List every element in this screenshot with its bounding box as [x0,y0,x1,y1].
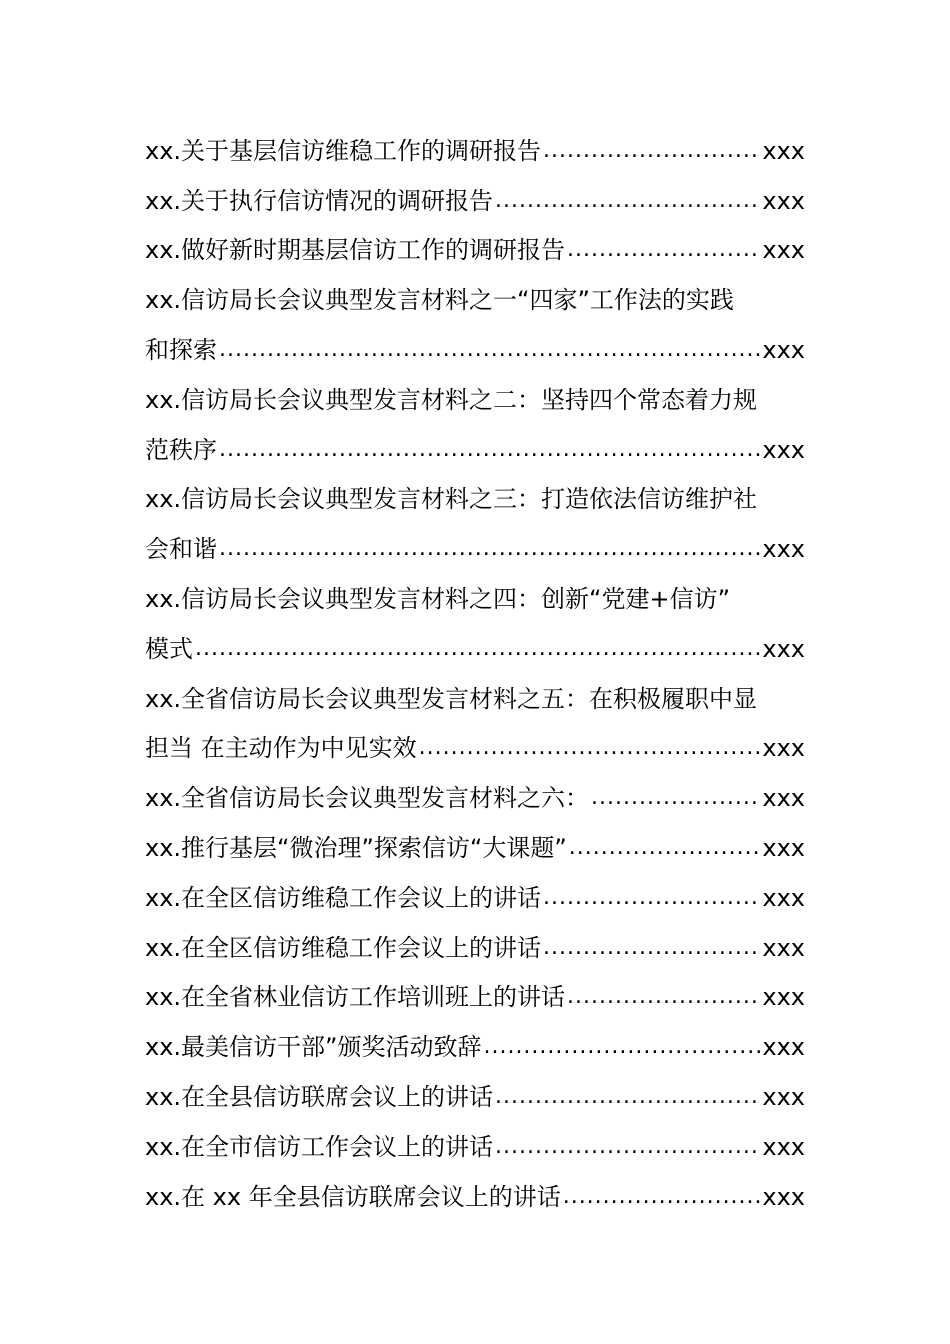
toc-entry-line [145,475,805,525]
toc-leader-dots [195,638,760,660]
toc-entry-title: xx.信访局长会议典型发言材料之一“四家”工作法的实践 [145,286,734,315]
toc-entry-line [145,176,805,226]
toc-entry-title: 担当 在主动作为中见实效 [145,734,417,763]
toc-leader-dots [219,339,760,361]
toc-entry-line [145,823,805,873]
toc-page-number: xxx [762,1132,805,1161]
toc-entry-line [145,873,805,923]
toc-entry-title: xx.最美信访干部”颁奖活动致辞 [145,1033,482,1062]
toc-entry[interactable] [145,674,805,774]
toc-page-number: xxx [762,336,805,365]
toc-page-number: xxx [762,236,805,265]
toc-page-number: xxx [762,535,805,564]
toc-page-number: xxx [762,1083,805,1112]
toc-entry-title: xx.在全县信访联席会议上的讲话 [145,1083,494,1112]
toc-page-number: xxx [762,634,805,663]
toc-entry-title: xx.信访局长会议典型发言材料之二：坚持四个常态着力规 [145,385,758,414]
toc-entry-line [145,773,805,823]
toc-entry[interactable] [145,1122,805,1172]
toc-entry-title: xx.信访局长会议典型发言材料之三：打造依法信访维护社 [145,485,758,514]
toc-entry-line [145,226,805,276]
toc-page-number: xxx [762,1033,805,1062]
toc-entry-line [145,1122,805,1172]
toc-entry-line [145,425,805,475]
toc-leader-dots [563,1186,761,1208]
toc-entry-line [145,1072,805,1122]
toc-entry[interactable] [145,176,805,226]
toc-entry[interactable] [145,1072,805,1122]
toc-leader-dots [543,140,760,162]
toc-leader-dots [543,937,760,959]
toc-page-number: xxx [762,784,805,813]
toc-entry-line [145,524,805,574]
toc-entry-title: 范秩序 [145,435,217,464]
toc-entry[interactable] [145,923,805,973]
toc-entry-title: xx.全省信访局长会议典型发言材料之六： [145,784,590,813]
toc-leader-dots [219,538,760,560]
toc-page-number: xxx [762,186,805,215]
toc-leader-dots [543,887,760,909]
toc-entry-title: xx.推行基层“微治理”探索信访“大课题” [145,834,567,863]
toc-entry-title: xx.信访局长会议典型发言材料之四：创新“党建+信访” [145,585,731,614]
toc-entry-line [145,923,805,973]
toc-entry-title: xx.在全省林业信访工作培训班上的讲话 [145,983,566,1012]
toc-entry[interactable] [145,375,805,475]
toc-leader-dots [495,1086,760,1108]
toc-entry-title: xx.在全区信访维稳工作会议上的讲话 [145,883,542,912]
toc-entry[interactable] [145,226,805,276]
toc-entry-line [145,126,805,176]
toc-entry-title: xx.在 xx 年全县信访联席会议上的讲话 [145,1182,561,1211]
toc-entry-title: xx.在全市信访工作会议上的讲话 [145,1132,494,1161]
toc-entry-title: xx.在全区信访维稳工作会议上的讲话 [145,933,542,962]
toc-entry-line [145,1172,805,1222]
toc-entry-title: 会和谐 [145,535,217,564]
toc-page-number: xxx [762,136,805,165]
toc-leader-dots [419,737,761,759]
toc-entry[interactable] [145,126,805,176]
toc-entry-line [145,674,805,724]
toc-page-number: xxx [762,734,805,763]
toc-entry-line [145,275,805,325]
toc-entry-title: xx.关于基层信访维稳工作的调研报告 [145,136,542,165]
toc-entry[interactable] [145,773,805,823]
toc-page-number: xxx [762,834,805,863]
toc-entry[interactable] [145,873,805,923]
toc-entry[interactable] [145,823,805,873]
toc-entry-line [145,574,805,624]
toc-entry[interactable] [145,973,805,1023]
toc-entry-title: xx.关于执行信访情况的调研报告 [145,186,494,215]
toc-entry-line [145,375,805,425]
table-of-contents [145,126,805,1222]
toc-entry-title: 和探索 [145,336,217,365]
toc-page-number: xxx [762,933,805,962]
toc-entry-title: xx.做好新时期基层信访工作的调研报告 [145,236,566,265]
toc-page-number: xxx [762,883,805,912]
toc-leader-dots [495,1136,760,1158]
toc-leader-dots [567,239,760,261]
toc-page-number: xxx [762,435,805,464]
toc-entry-title: xx.全省信访局长会议典型发言材料之五：在积极履职中显 [145,684,758,713]
toc-page-number: xxx [762,983,805,1012]
toc-leader-dots [495,190,760,212]
toc-entry-line [145,624,805,674]
toc-leader-dots [569,837,761,859]
toc-entry[interactable] [145,574,805,674]
toc-entry[interactable] [145,275,805,375]
toc-leader-dots [591,787,760,809]
toc-entry-line [145,724,805,774]
toc-entry-line [145,1022,805,1072]
toc-leader-dots [483,1036,760,1058]
toc-entry[interactable] [145,1172,805,1222]
toc-leader-dots [219,439,760,461]
toc-leader-dots [567,986,760,1008]
toc-page-number: xxx [762,1182,805,1211]
toc-entry-line [145,325,805,375]
toc-entry[interactable] [145,475,805,575]
toc-entry[interactable] [145,1022,805,1072]
toc-entry-line [145,973,805,1023]
toc-entry-title: 模式 [145,634,193,663]
